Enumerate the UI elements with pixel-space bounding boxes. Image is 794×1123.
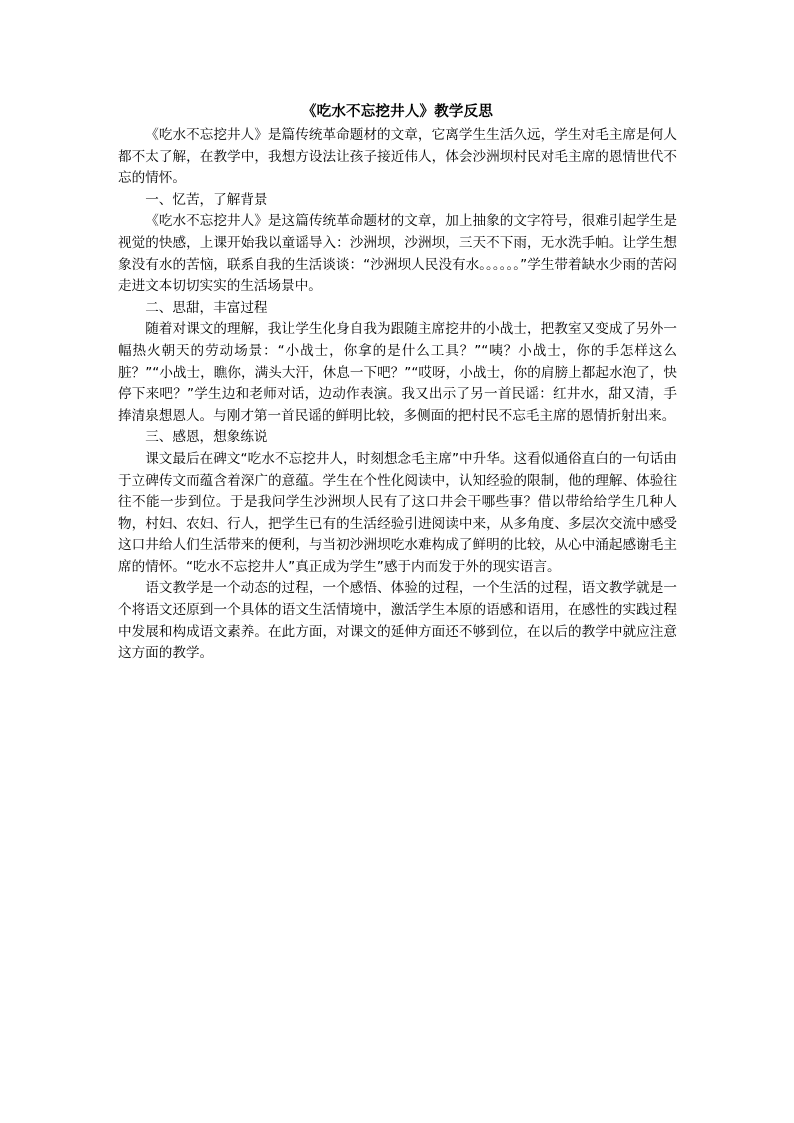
section-2-heading: 二、思甜，丰富过程 bbox=[145, 299, 268, 316]
section-3-heading: 三、感恩，想象练说 bbox=[145, 429, 268, 446]
document-page bbox=[118, 100, 677, 665]
section-1-body: 《吃水不忘挖井人》是这篇传统革命题材的文章，加上抽象的文字符号，很难引起学生是视觉的快感，上课开始我以童谣导入：沙洲坝，沙洲坝，三天不下雨，无水洗手帕。让学生想象没有水的苦恼，联系自我的生活谈谈：“沙洲坝人民没有水。。。。。。”学生带着缺水少雨的苦闷走进文本切切实实的生活场景中。 bbox=[118, 213, 677, 295]
section-1-heading: 一、忆苦，了解背景 bbox=[145, 191, 268, 208]
intro-paragraph: 《吃水不忘挖井人》是篇传统革命题材的文章，它离学生生活久远，学生对毛主席是何人都不太了解，在教学中，我想方设法让孩子接近伟人，体会沙洲坝村民对毛主席的恩情世代不忘的情怀。 bbox=[118, 127, 677, 187]
document-title: 《吃水不忘挖井人》教学反思 bbox=[301, 104, 494, 120]
conclusion-paragraph: 语文教学是一个动态的过程，一个感悟、体验的过程，一个生活的过程，语文教学就是一个将语文还原到一个具体的语文生活情境中，激活学生本原的语感和语用，在感性的实践过程中发展和构成语文素养。在此方面，对课文的延伸方面还不够到位，在以后的教学中就应注意这方面的教学。 bbox=[118, 580, 677, 662]
section-2-body: 随着对课文的理解，我让学生化身自我为跟随主席挖井的小战士，把教室又变成了另外一幅热火朝天的劳动场景：“小战士，你拿的是什么工具？”“咦？小战士，你的手怎样这么脏？”“小战士，瞧你，满头大汗，休息一下吧？”“哎呀，小战士，你的肩膀上都起水泡了，快停下来吧？”学生边和老师对话，边动作表演。我又出示了另一首民谣：红井水，甜又清，手捧清泉想恩人。与刚才第一首民谣的鲜明比较，多侧面的把村民不忘毛主席的恩情折射出来。 bbox=[118, 321, 677, 424]
section-3-body: 课文最后在碑文“吃水不忘挖井人，时刻想念毛主席”中升华。这看似通俗直白的一句话由于立碑传文而蕴含着深广的意蕴。学生在个性化阅读中，认知经验的限制，他的理解、体验往往不能一步到位。于是我问学生沙洲坝人民有了这口井会干哪些事？借以带给给学生几种人物，村妇、农妇、行人，把学生已有的生活经验引进阅读中来，从多角度、多层次交流中感受这口井给人们生活带来的便利，与当初沙洲坝吃水难构成了鲜明的比较，从心中涌起感谢毛主席的情怀。“吃水不忘挖井人”真正成为学生”感于内而发于外的现实语言。 bbox=[118, 450, 677, 575]
